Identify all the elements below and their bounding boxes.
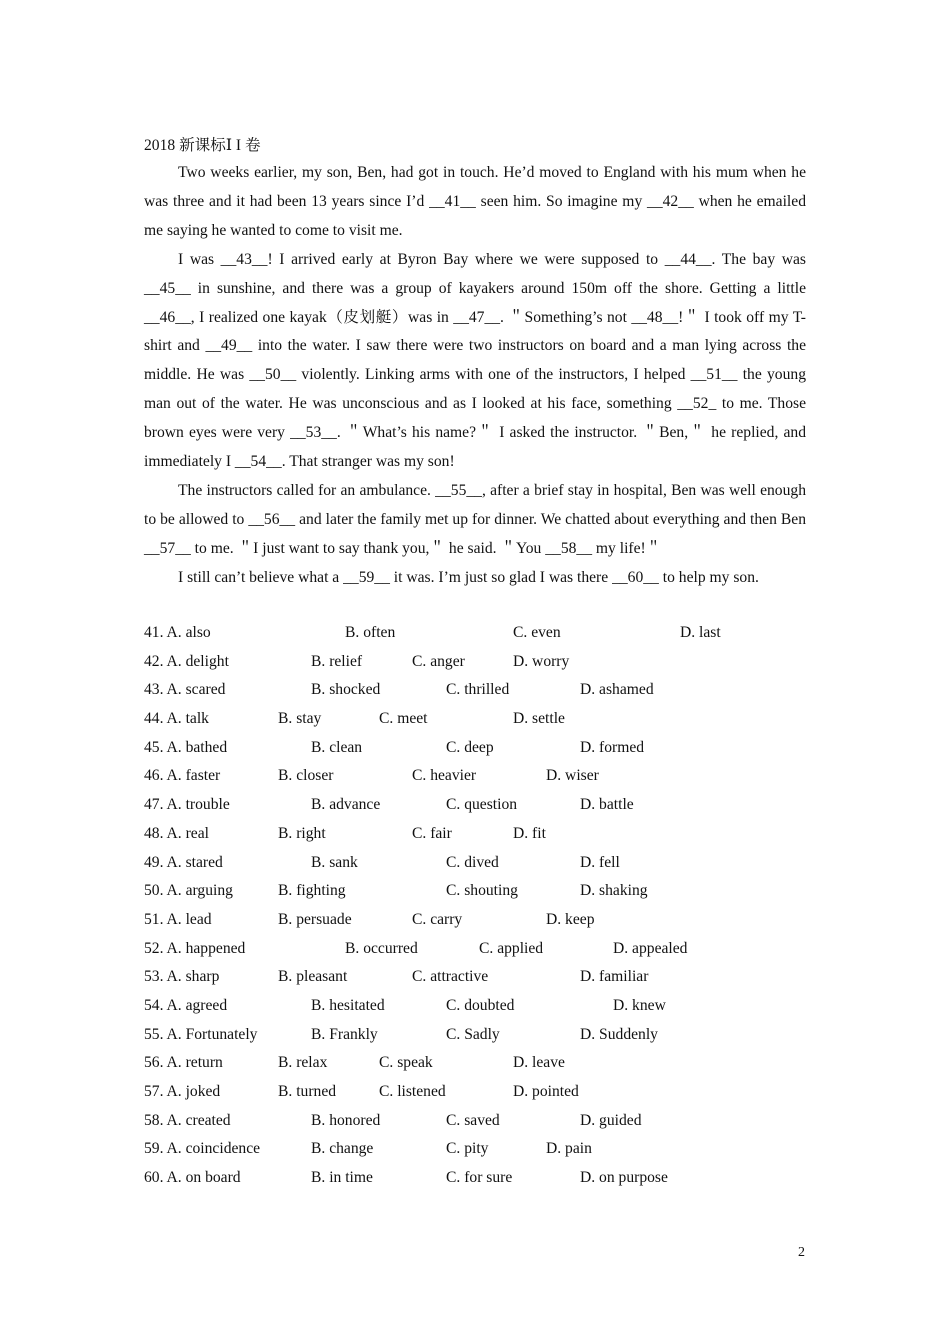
option-c: C. doubted	[446, 996, 515, 1014]
question-row	[144, 1021, 806, 1050]
option-d: D. pointed	[513, 1083, 579, 1100]
question-row	[144, 676, 806, 705]
option-b: B. shocked	[311, 681, 381, 699]
option-c: C. attractive	[412, 968, 489, 986]
option-a: 53. A. sharp	[144, 968, 220, 986]
option-b: B. relax	[278, 1054, 328, 1072]
option-d: D. settle	[513, 710, 565, 728]
option-a: 59. A. coincidence	[144, 1140, 261, 1158]
option-b: B. pleasant	[278, 968, 348, 986]
option-d: D. appealed	[613, 939, 688, 957]
option-a: 46. A. faster	[144, 767, 221, 785]
option-c: C. listened	[379, 1083, 446, 1100]
option-d: D. Suddenly	[580, 1025, 658, 1043]
option-a: 57. A. joked	[144, 1083, 221, 1100]
question-row	[144, 791, 806, 820]
option-d: D. wiser	[546, 767, 599, 785]
option-d: D. guided	[580, 1111, 642, 1129]
option-b: B. hesitated	[311, 996, 385, 1014]
option-d: D. keep	[546, 910, 595, 928]
option-a: 54. A. agreed	[144, 996, 228, 1014]
question-row	[144, 619, 806, 648]
question-row	[144, 734, 806, 763]
option-d: D. ashamed	[580, 681, 654, 699]
option-c: C. deep	[446, 738, 494, 756]
option-a: 45. A. bathed	[144, 738, 228, 756]
option-c: C. dived	[446, 853, 499, 871]
option-c: C. speak	[379, 1054, 433, 1072]
option-c: C. for sure	[446, 1169, 513, 1187]
option-d: D. formed	[580, 738, 645, 756]
option-b: B. clean	[311, 738, 363, 756]
option-a: 58. A. created	[144, 1111, 231, 1129]
question-row	[144, 877, 806, 906]
passage-paragraph: I was __43__! I arrived early at Byron Bay where we were supposed to __44__. The bay was __45__ in sunshine, and there was a group of kayakers around 150m off the shore. Getting a little __46__, I realized one kayak（皮划艇）was in __47__. ＂Something’s not __48__!＂ I took off my T-shirt and __49__ into the water. I saw there were two instructors on board and a man lying across the middle. He was __50__ violently. Linking arms with one of the instructors, I helped __51__ the young man out of the water. He was unconscious and as I looked at his face, something __52_ to me. Those brown eyes were very __53__. ＂What’s his name?＂ I asked the instructor. ＂Ben,＂ he replied, and immediately I __54__. That stranger was my son!	[144, 250, 806, 471]
option-a: 55. A. Fortunately	[144, 1025, 258, 1043]
option-d: D. battle	[580, 796, 634, 814]
option-a: 56. A. return	[144, 1054, 223, 1072]
option-a: 60. A. on board	[144, 1169, 241, 1187]
question-row	[144, 648, 806, 677]
option-a: 49. A. stared	[144, 853, 223, 871]
question-row	[144, 992, 806, 1021]
option-b: B. occurred	[345, 939, 418, 957]
option-a: 48. A. real	[144, 824, 209, 842]
question-row	[144, 1049, 806, 1078]
option-b: B. honored	[311, 1111, 381, 1129]
option-a: 41. A. also	[144, 624, 211, 641]
option-c: C. even	[513, 624, 561, 641]
page-number: 2	[798, 1245, 805, 1260]
option-d: D. fit	[513, 824, 546, 842]
option-c: C. applied	[479, 939, 544, 957]
option-d: D. last	[680, 624, 721, 641]
option-d: D. worry	[513, 652, 570, 670]
question-row	[144, 705, 806, 734]
question-row	[144, 935, 806, 964]
option-c: C. fair	[412, 824, 452, 842]
question-row	[144, 1164, 806, 1193]
option-b: B. often	[345, 624, 396, 641]
option-b: B. right	[278, 824, 326, 842]
question-row	[144, 1078, 806, 1107]
question-row	[144, 1107, 806, 1136]
option-c: C. shouting	[446, 882, 518, 900]
option-d: D. familiar	[580, 968, 649, 986]
option-b: B. stay	[278, 710, 322, 728]
option-b: B. advance	[311, 796, 381, 814]
option-c: C. Sadly	[446, 1025, 500, 1043]
option-a: 42. A. delight	[144, 652, 229, 670]
option-d: D. leave	[513, 1054, 565, 1072]
question-row	[144, 1135, 806, 1164]
option-a: 47. A. trouble	[144, 796, 230, 814]
option-c: C. heavier	[412, 767, 477, 785]
option-a: 44. A. talk	[144, 710, 209, 728]
question-row	[144, 849, 806, 878]
option-d: D. pain	[546, 1140, 592, 1158]
option-c: C. thrilled	[446, 681, 510, 699]
option-d: D. knew	[613, 996, 666, 1014]
option-b: B. persuade	[278, 910, 352, 928]
option-c: C. saved	[446, 1111, 500, 1129]
option-a: 43. A. scared	[144, 681, 226, 699]
passage-paragraph: Two weeks earlier, my son, Ben, had got in touch. He’d moved to England with his mum when he was three and it had been 13 years since I’d __41__ seen him. So imagine my __42__ when he emailed me saying he wanted to come to visit me.	[144, 164, 806, 239]
option-a: 51. A. lead	[144, 910, 212, 928]
answer-options	[144, 619, 806, 1193]
option-b: B. in time	[311, 1169, 373, 1187]
question-row	[144, 762, 806, 791]
question-row	[144, 820, 806, 849]
option-d: D. on purpose	[580, 1169, 668, 1187]
option-c: C. pity	[446, 1140, 489, 1158]
option-d: D. fell	[580, 853, 620, 871]
option-b: B. fighting	[278, 882, 346, 900]
option-c: C. anger	[412, 652, 465, 670]
option-a: 50. A. arguing	[144, 882, 233, 900]
option-b: B. sank	[311, 853, 358, 871]
option-c: C. carry	[412, 910, 463, 928]
option-c: C. question	[446, 796, 518, 814]
exam-title: 2018 新课标Ⅰ I 卷	[144, 137, 261, 154]
passage-paragraph: The instructors called for an ambulance. __55__, after a brief stay in hospital, Ben was well enough to be allowed to __56__ and later the family met up for dinner. We chatted about everything and then Ben __57__ to me. ＂I just want to say thank you,＂ he said. ＂You __58__ my life!＂	[144, 481, 806, 557]
passage-paragraph: I still can’t believe what a __59__ it was. I’m just so glad I was there __60__ to help my son.	[178, 568, 759, 586]
option-d: D. shaking	[580, 882, 648, 900]
option-b: B. Frankly	[311, 1025, 378, 1043]
option-b: B. relief	[311, 652, 363, 670]
option-b: B. change	[311, 1140, 374, 1158]
option-b: B. closer	[278, 767, 334, 785]
option-b: B. turned	[278, 1083, 337, 1100]
question-row	[144, 906, 806, 935]
option-c: C. meet	[379, 710, 428, 728]
question-row	[144, 963, 806, 992]
option-a: 52. A. happened	[144, 939, 246, 957]
cloze-passage	[144, 159, 806, 593]
